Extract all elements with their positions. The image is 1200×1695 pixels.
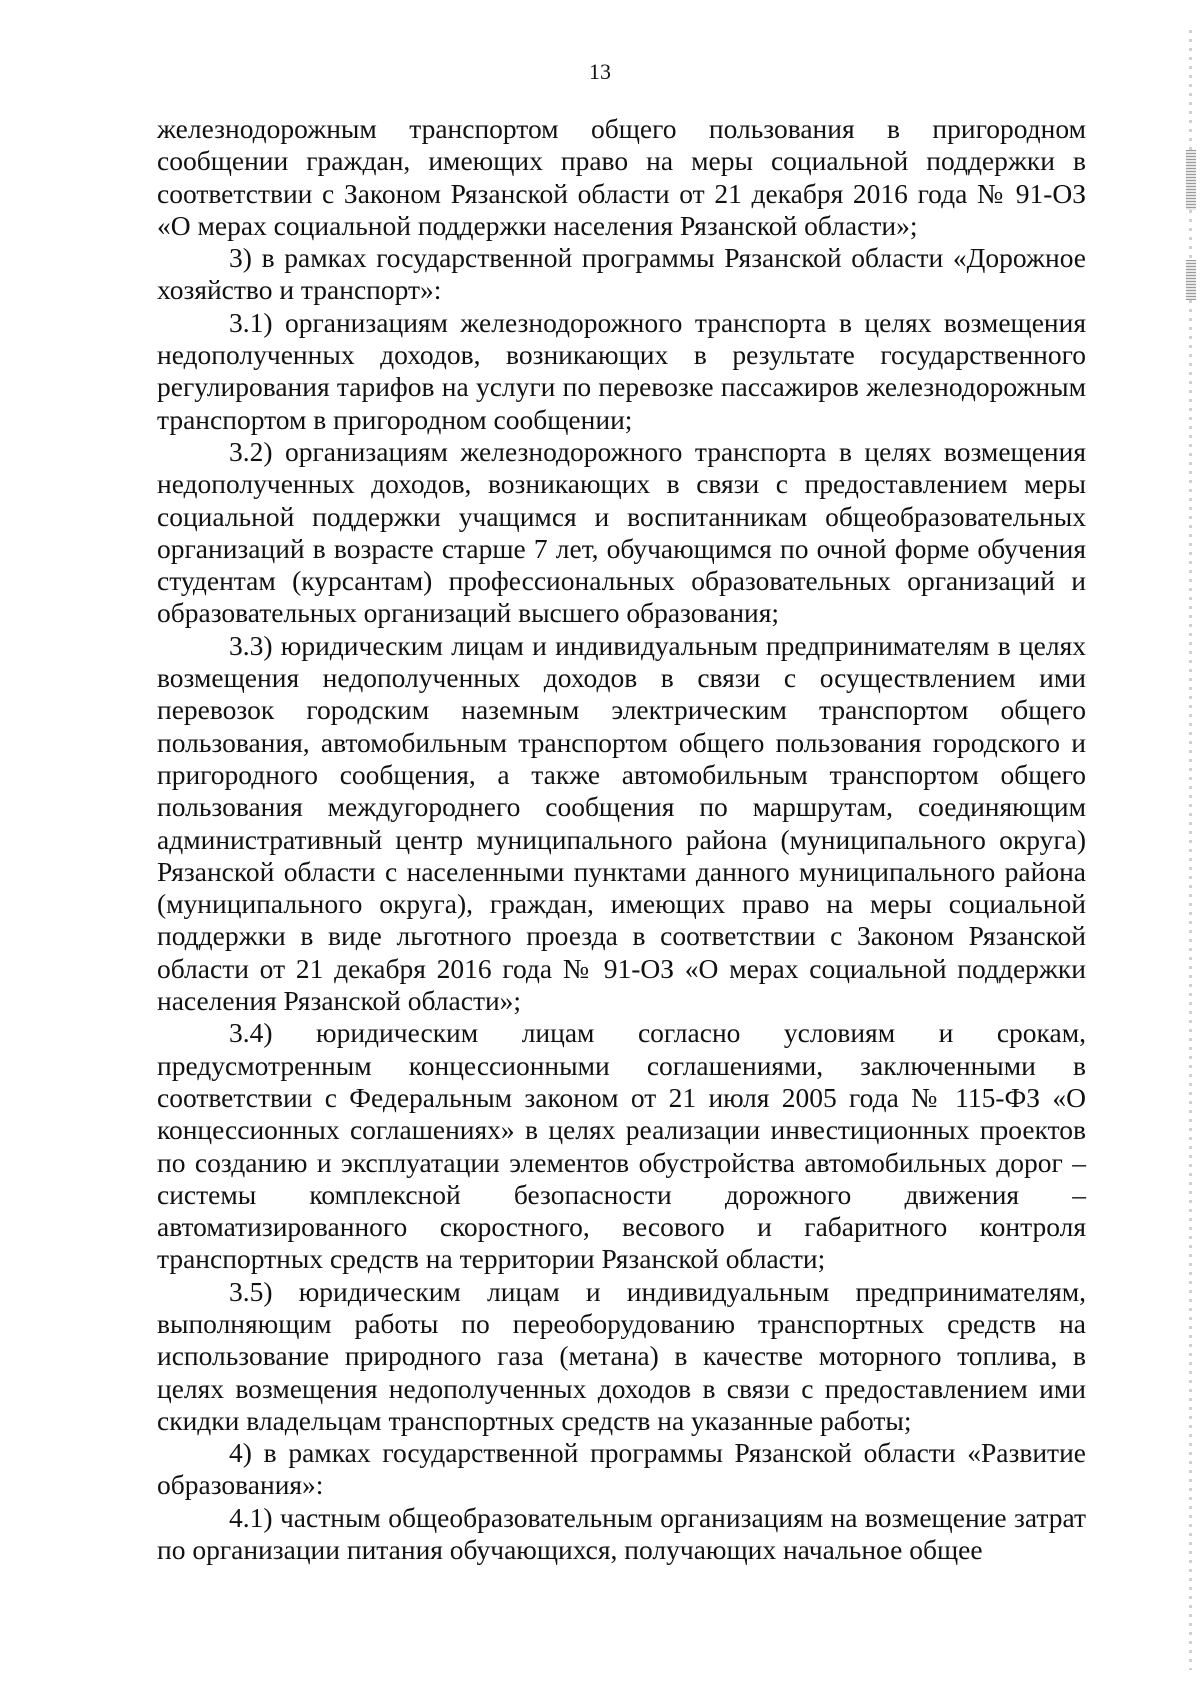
paragraph-continuation: железнодорожным транспортом общего пользования в пригородном сообщении граждан, имеющих право на меры социальной поддержки в соответствии с Законом Рязанской области от 21 декабря 2016 года № 91-ОЗ «О мерах социальной поддержки населения Рязанской области»; xyxy=(157,113,1086,241)
scan-edge-artifact xyxy=(1186,150,1196,210)
paragraph-item-4: 4) в рамках государственной программы Рязанской области «Развитие образования»: xyxy=(157,1437,1086,1501)
paragraph-item-3: 3) в рамках государственной программы Рязанской области «Дорожное хозяйство и транспорт»: xyxy=(157,242,1086,306)
document-body xyxy=(157,113,1086,1566)
paragraph-item-3-4: 3.4) юридическим лицам согласно условиям и срокам, предусмотренным концессионными соглашениями, заключенными в соответствии с Федеральным законом от 21 июля 2005 года № 115-ФЗ «О концессионных соглашениях» в целях реализации инвестиционных проектов по созданию и эксплуатации элементов обустройства автомобильных дорог – системы комплексной безопасности дорожного движения – автоматизированного скоростного, весового и габаритного контроля транспортных средств на территории Рязанской области; xyxy=(157,1017,1086,1275)
paragraph-item-3-3: 3.3) юридическим лицам и индивидуальным предпринимателям в целях возмещения недополученных доходов в связи с осуществлением ими перевозок городским наземным электрическим транспортом общего пользования, автомобильным транспортом общего пользования городского и пригородного сообщения, а также автомобильным транспортом общего пользования междугороднего сообщения по маршрутам, соединяющим административный центр муниципального района (муниципального округа) Рязанской области с населенными пунктами данного муниципального района (муниципального округа), граждан, имеющих право на меры социальной поддержки в виде льготного проезда в соответствии с Законом Рязанской области от 21 декабря 2016 года № 91-ОЗ «О мерах социальной поддержки населения Рязанской области»; xyxy=(157,629,1086,1017)
page-number: 13 xyxy=(589,59,611,84)
paragraph-item-3-1: 3.1) организациям железнодорожного транспорта в целях возмещения недополученных доходов, возникающих в результате государственного регулирования тарифов на услуги по перевозке пассажиров железнодорожным транспортом в пригородном сообщении; xyxy=(157,306,1086,435)
paragraph-item-3-2: 3.2) организациям железнодорожного транспорта в целях возмещения недополученных доходов, возникающих в связи с предоставлением меры социальной поддержки учащимся и воспитанникам общеобразовательных организаций в возрасте старше 7 лет, обучающимся по очной форме обучения студентам (курсантам) профессиональных образовательных организаций и образовательных организаций высшего образования; xyxy=(157,435,1086,629)
scan-edge-artifact xyxy=(1186,260,1196,300)
paragraph-item-3-5: 3.5) юридическим лицам и индивидуальным предпринимателям, выполняющим работы по переоборудованию транспортных средств на использование природного газа (метана) в качестве моторного топлива, в целях возмещения недополученных доходов в связи с предоставлением ими скидки владельцам транспортных средств на указанные работы; xyxy=(157,1275,1086,1436)
paragraph-item-4-1: 4.1) частным общеобразовательным организациям на возмещение затрат по организации питания обучающихся, получающих начальное общее xyxy=(157,1501,1086,1566)
